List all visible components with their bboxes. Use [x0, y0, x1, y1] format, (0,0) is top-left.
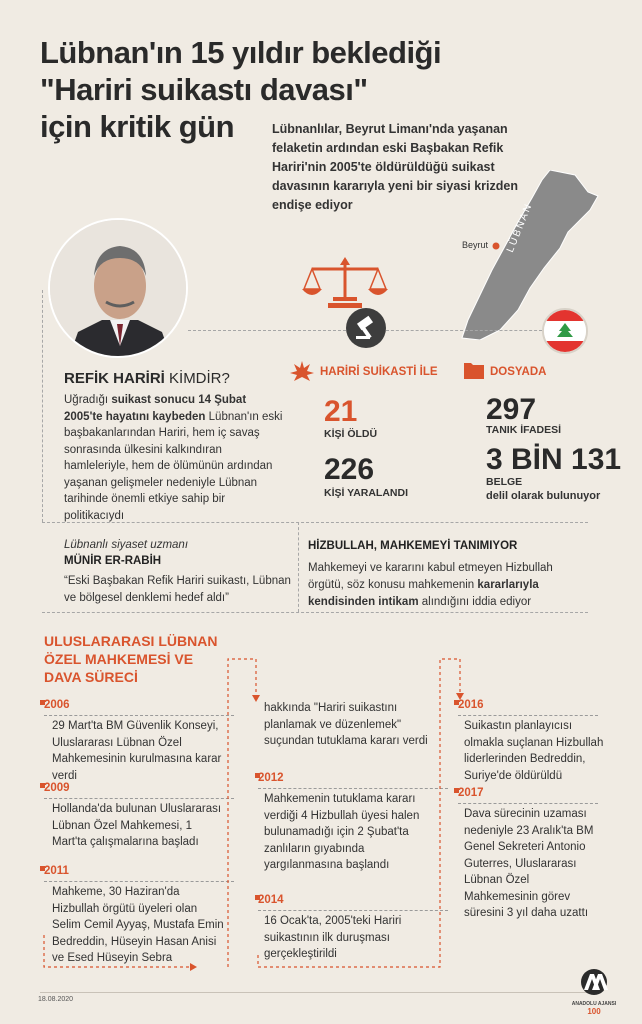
lebanon-label: LÜBNAN: [505, 201, 535, 255]
agency-name: ANADOLU AJANSI: [571, 1001, 617, 1007]
injured-value: 226: [324, 453, 375, 486]
timeline-year: 2006: [44, 699, 70, 711]
beirut-marker: [493, 243, 500, 250]
aa-logo-icon: [570, 968, 618, 996]
timeline-year: 2012: [258, 772, 284, 784]
file-heading: DOSYADA: [490, 366, 547, 378]
testimony-label: TANIK İFADESİ: [486, 424, 562, 436]
bio-text: Uğradığı suikast sonucu 14 Şubat 2005'te hayatını kaybeden Lübnan'ın eski başbakanlarından Hariri, hem iç savaş sonrasında ülkesini kalkındıran hamleleriyle, hem de ölümünün ardından yaşanan gelişmeler nedeniyle Lübnan tarihinde önemli etkiye sahip bir politikacıydı: [64, 394, 283, 522]
lebanon-flag-icon: [542, 308, 588, 354]
timeline-text: Mahkeme, 30 Haziran'da Hizbullah örgütü üyeleri olan Selim Cemil Ayyaş, Mustafa Emin Bedreddin, Hüseyin Hasan Anisi ve Esed Hüseyin Sebra: [52, 886, 224, 964]
quote-text: “Eski Başbakan Refik Hariri suikastı, Lübnan ve bölgesel denklemi hedef aldı”: [64, 575, 291, 604]
connector-line: [386, 330, 542, 331]
gavel-icon: [346, 308, 386, 348]
killed-value: 21: [324, 395, 358, 428]
connector-line: [42, 290, 43, 522]
injured-label: KİŞİ YARALANDI: [324, 487, 409, 499]
footer-divider: [40, 992, 598, 993]
bio-heading: REFİK HARİRİ KİMDİR?: [64, 370, 230, 387]
timeline-year: 2017: [458, 787, 484, 799]
title-line-2: "Hariri suikastı davası": [40, 72, 368, 107]
timeline-text: 29 Mart'ta BM Güvenlik Konseyi, Uluslararası Lübnan Özel Mahkemesinin kurulmasına karar verdi: [52, 720, 222, 782]
folder-icon: [464, 361, 484, 379]
lebanon-map: [440, 170, 620, 340]
testimony-value: 297: [486, 393, 537, 426]
anadolu-logo: [570, 968, 618, 1016]
connector-line: [42, 612, 588, 613]
document-note: delil olarak bulunuyor: [486, 490, 601, 502]
hizbullah-text: Mahkemeyi ve kararını kabul etmeyen Hizbullah örgütü, söz konusu mahkemenin kararlarıyla kendisinden intikam alındığını iddia ediyor: [308, 562, 553, 608]
hizbullah-heading: HİZBULLAH, MAHKEMEYİ TANIMIYOR: [308, 540, 518, 552]
explosion-icon: [290, 361, 314, 381]
document-value: 3 BİN 131: [486, 443, 622, 476]
timeline-text: hakkında "Hariri suikastını planlamak ve düzenlemek" suçundan tutuklama kararı verdi: [264, 702, 428, 747]
court-heading: ULUSLARARASI LÜBNAN ÖZEL MAHKEMESİ VE DAVA SÜRECİ: [44, 633, 218, 685]
footer-date: 18.08.2020: [38, 996, 74, 1003]
timeline-year: 2016: [458, 699, 484, 711]
timeline-year: 2011: [44, 865, 69, 877]
attack-heading: HARİRİ SUİKASTİ İLE: [320, 366, 438, 378]
timeline-text: Suikastın planlayıcısı olmakla suçlanan Hizbullah liderlerinden Bedreddin, Suriye'de öldürüldü: [464, 720, 604, 782]
timeline-text: Mahkemenin tutuklama kararı verdiği 4 Hizbullah üyesi halen bulunamadığı için 2 Şubat'ta zanlıların gıyabında yargılanmasına başlandı: [264, 793, 420, 871]
anniversary-badge: 100: [587, 1007, 601, 1016]
beirut-label: Beyrut: [462, 240, 489, 250]
document-label: BELGE: [486, 476, 523, 488]
timeline-year: 2009: [44, 782, 70, 794]
timeline-text: Dava sürecinin uzaması nedeniyle 23 Aralık'ta BM Genel Sekreteri Antonio Guterres, Uluslararası Lübnan Özel Mahkemesinin görev süresini 3 yıl daha uzattı: [464, 808, 594, 919]
title-line-1: Lübnan'ın 15 yıldır beklediği: [40, 35, 442, 70]
killed-label: KİŞİ ÖLDÜ: [324, 428, 378, 440]
title-line-3: için kritik gün: [40, 109, 235, 144]
connector-line: [188, 330, 346, 331]
quote-role: Lübnanlı siyaset uzmanı: [64, 539, 189, 551]
intro-text: Lübnanlılar, Beyrut Limanı'nda yaşanan felaketin ardından eski Başbakan Refik Hariri'nin 2005'te öldürüldüğü suikast davasının kararıyla yeni bir siyasi krizden endişe ediyor: [272, 122, 518, 212]
scales-icon: [300, 255, 390, 315]
hariri-portrait: [48, 218, 188, 358]
connector-line: [298, 522, 299, 612]
timeline-year: 2014: [258, 894, 284, 906]
timeline-text: 16 Ocak'ta, 2005'teki Hariri suikastının ilk duruşması gerçekleştirildi: [264, 915, 402, 960]
quote-name: MÜNİR ER-RABİH: [64, 555, 162, 567]
timeline-text: Hollanda'da bulunan Uluslararası Lübnan Özel Mahkemesi, 1 Mart'ta çalışmalarına başladı: [52, 803, 222, 848]
